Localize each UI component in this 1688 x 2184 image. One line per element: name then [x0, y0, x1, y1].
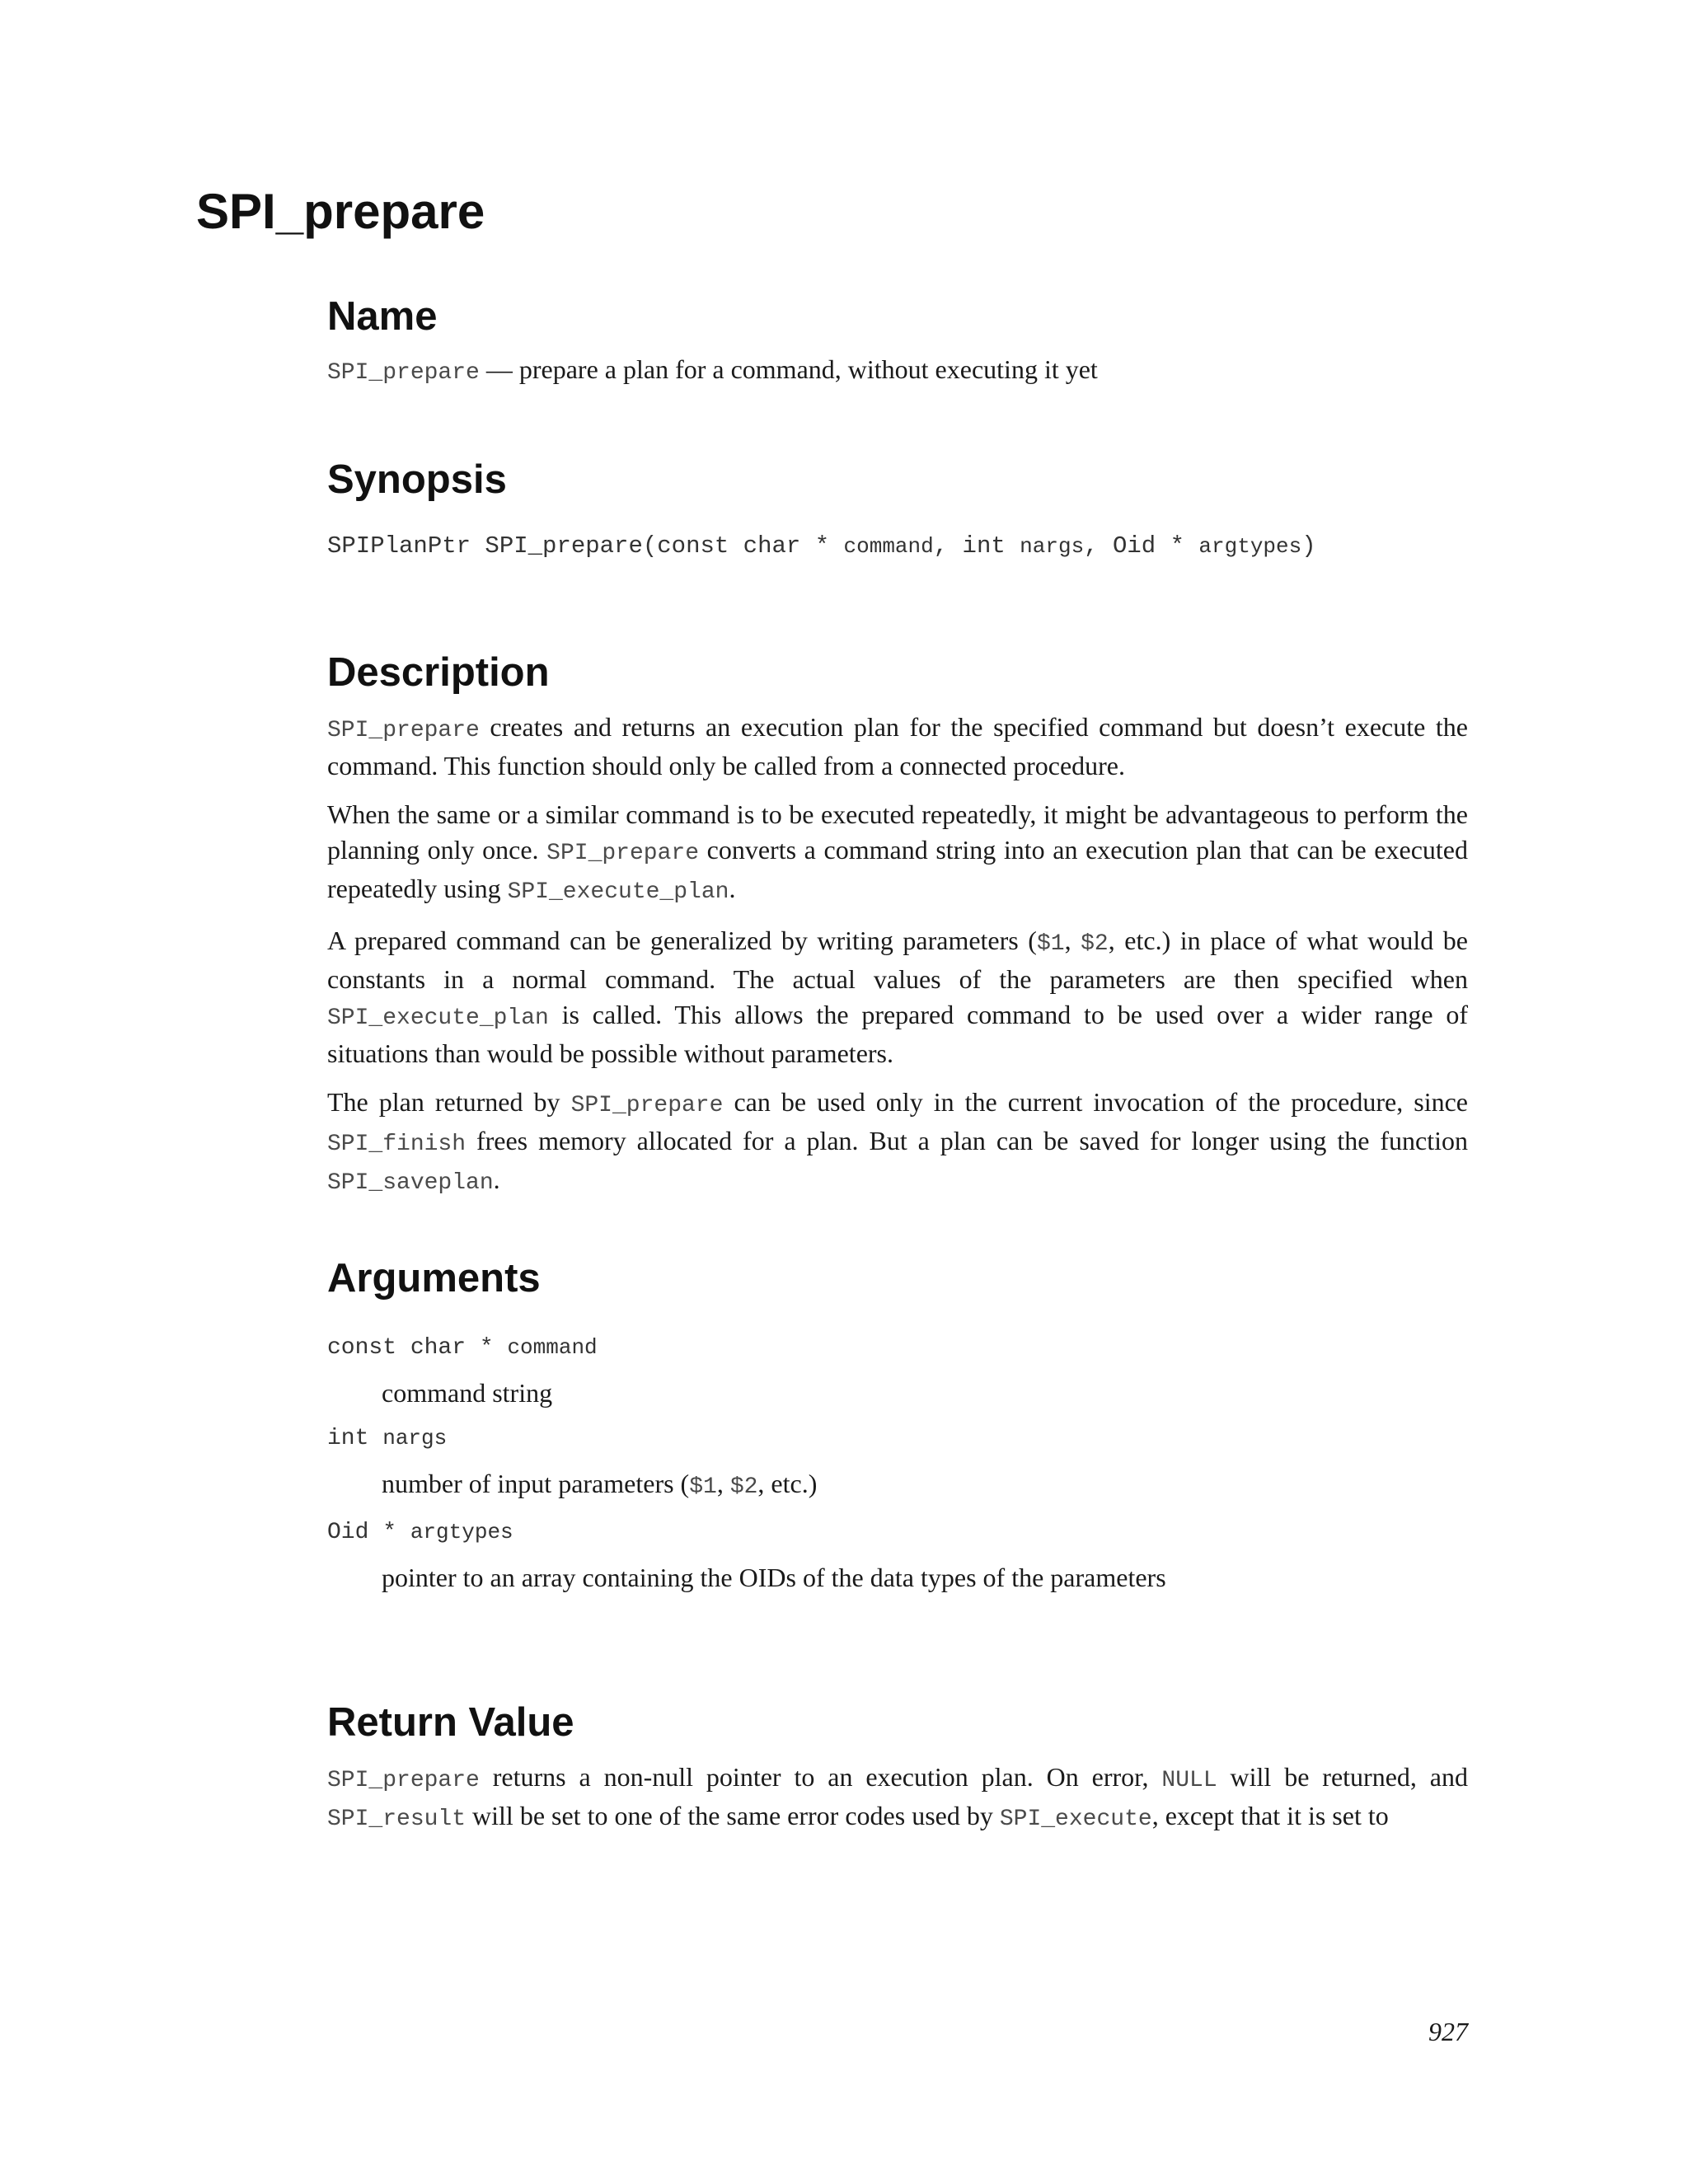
text-run: number of input parameters (	[382, 1469, 690, 1498]
description-paragraph	[327, 797, 1468, 910]
text-run: , etc.) in place of what would be constants in a normal command. The actual values of the parameters are then specified when	[327, 926, 1469, 994]
function-name: SPI_prepare	[327, 360, 480, 386]
argument-description: command string	[382, 1378, 553, 1408]
synopsis-param-argtypes: argtypes	[1198, 534, 1302, 559]
synopsis-sep: , Oid *	[1084, 532, 1199, 560]
synopsis-signature	[327, 530, 1468, 563]
page-number: 927	[1428, 2017, 1468, 2046]
description-paragraph	[327, 923, 1468, 1071]
argument-description: pointer to an array containing the OIDs of the data types of the parameters	[382, 1563, 1166, 1592]
text-run: creates and returns an execution plan for the specified command but doesn’t execute the command. This function should only be called from a connected procedure.	[327, 712, 1468, 780]
code-literal: SPI_saveplan	[327, 1170, 494, 1196]
text-run: will be returned, and	[1217, 1762, 1469, 1792]
code-literal: $2	[729, 1474, 758, 1500]
section-heading-arguments: Arguments	[327, 1256, 541, 1301]
code-literal: SPI_prepare	[327, 718, 480, 743]
section-heading-name: Name	[327, 294, 438, 339]
section-heading-return-value: Return Value	[327, 1700, 574, 1745]
section-description	[327, 649, 1468, 1201]
argument-type: const char *	[327, 1335, 508, 1361]
text-run: When the same or a similar command is to be executed repeatedly, it might be advantageous to perform the planning only once.	[327, 799, 1468, 865]
text-run: will be set to one of the same error codes used by	[466, 1801, 1000, 1830]
text-run: , etc.)	[757, 1469, 818, 1498]
argument-type: Oid *	[327, 1520, 410, 1545]
section-name	[327, 293, 1468, 391]
function-summary: — prepare a plan for a command, without executing it yet	[479, 354, 1098, 384]
code-literal: SPI_execute_plan	[507, 879, 729, 905]
argument-name: nargs	[382, 1426, 448, 1451]
synopsis-sep: , int	[933, 532, 1020, 560]
text-run: The plan returned by	[327, 1087, 571, 1117]
text-run: returns a non-null pointer to an execution plan. On error,	[479, 1762, 1162, 1792]
section-heading-description: Description	[327, 650, 550, 695]
return-value-paragraph	[327, 1760, 1468, 1837]
code-literal: SPI_prepare	[570, 1093, 724, 1118]
name-line	[327, 352, 1468, 391]
section-return-value	[327, 1699, 1468, 1837]
code-literal: $1	[689, 1474, 717, 1500]
code-literal: SPI_execute_plan	[327, 1005, 549, 1031]
synopsis-param-nargs: nargs	[1020, 534, 1085, 559]
text-run: .	[493, 1165, 500, 1194]
text-run: A prepared command can be generalized by writing parameters (	[327, 926, 1037, 955]
text-run: .	[729, 874, 736, 903]
text-run: ,	[716, 1469, 730, 1498]
argument-term-nargs	[327, 1422, 1468, 1455]
argument-type: int	[327, 1426, 383, 1451]
argument-name: command	[507, 1335, 598, 1360]
code-literal: NULL	[1161, 1768, 1217, 1793]
argument-description	[382, 1466, 1468, 1505]
section-synopsis	[327, 456, 1468, 563]
text-run: ,	[1064, 926, 1081, 955]
code-literal: SPI_result	[327, 1807, 467, 1832]
text-run: converts a command string into an execution plan that can be executed repeatedly using	[327, 835, 1469, 903]
text-run: is called. This allows the prepared command to be used over a wider range of situations than would be possible without parameters.	[327, 1000, 1468, 1068]
text-run: , except that it is set to	[1151, 1801, 1389, 1830]
description-paragraph	[327, 710, 1468, 784]
code-literal: SPI_execute	[999, 1807, 1152, 1832]
argument-name: argtypes	[410, 1520, 513, 1544]
code-literal: $2	[1081, 931, 1109, 957]
description-paragraph	[327, 1085, 1468, 1201]
text-run: frees memory allocated for a plan. But a plan can be saved for longer using the function	[466, 1126, 1468, 1155]
synopsis-param-command: command	[843, 534, 934, 559]
section-heading-synopsis: Synopsis	[327, 457, 507, 502]
code-literal: $1	[1036, 931, 1065, 957]
synopsis-prefix: SPIPlanPtr SPI_prepare(const char *	[327, 532, 844, 560]
text-run: can be used only in the current invocation of the procedure, since	[723, 1087, 1469, 1117]
page-title: SPI_prepare	[196, 184, 485, 239]
code-literal: SPI_prepare	[327, 1768, 480, 1793]
synopsis-suffix: )	[1301, 532, 1316, 560]
argument-term-command	[327, 1332, 1468, 1364]
argument-term-argtypes	[327, 1516, 1468, 1549]
code-literal: SPI_prepare	[546, 841, 700, 866]
code-literal: SPI_finish	[327, 1132, 467, 1157]
section-arguments	[327, 1254, 1468, 1596]
